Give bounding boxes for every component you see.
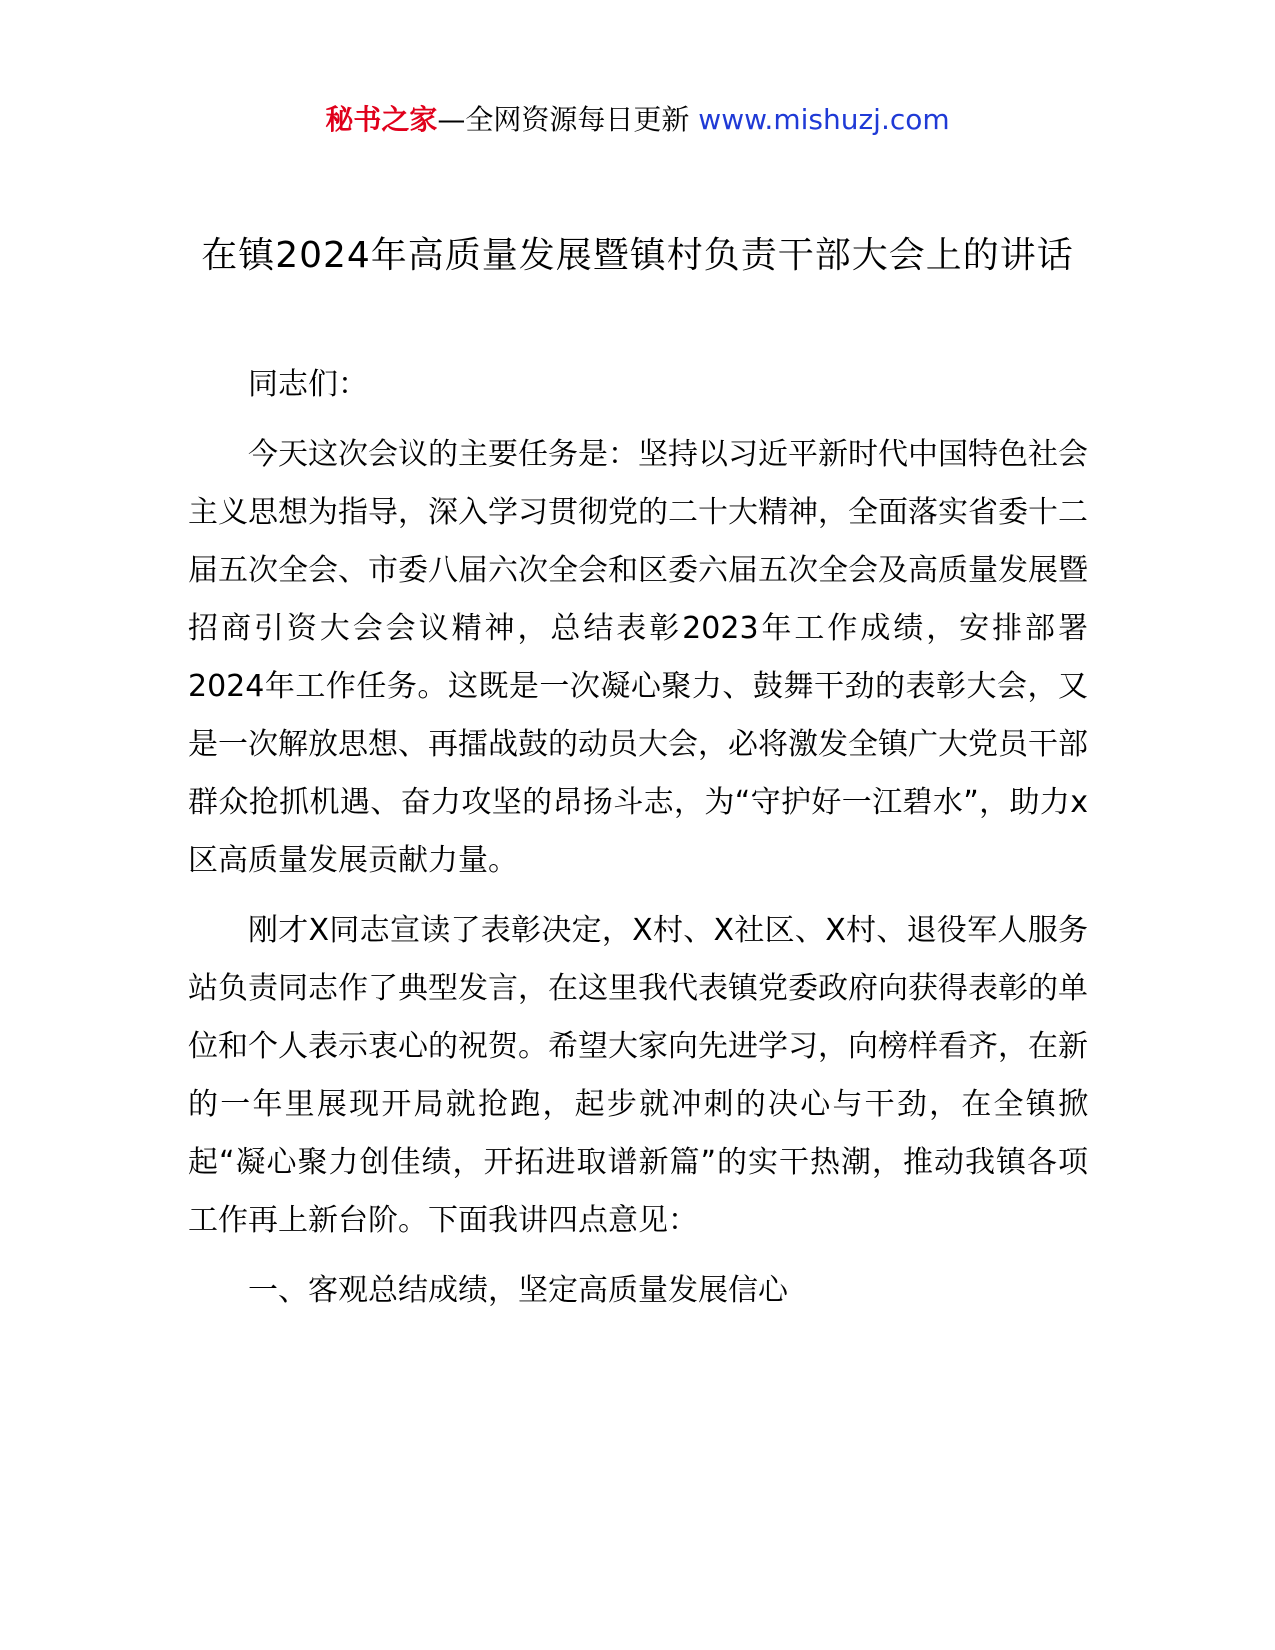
site-url-link[interactable]: www.mishuzj.com — [698, 103, 950, 136]
site-header — [0, 100, 1275, 140]
section-heading: 一、客观总结成绩，坚定高质量发展信心 — [248, 1273, 788, 1308]
body-paragraph: 今天这次会议的主要任务是：坚持以习近平新时代中国特色社会主义思想为指导，深入学习贯彻党的二十大精神，全面落实省委十二届五次全会、市委八届六次全会和区委六届五次全会及高质量发展暨招商引资大会会议精神，总结表彰2023年工作成绩，安排部署2024年工作任务。这既是一次凝心聚力、鼓舞干劲的表彰大会，又是一次解放思想、再擂战鼓的动员大会，必将激发全镇广大党员干部群众抢抓机遇、奋力攻坚的昂扬斗志，为“守护好一江碧水”，助力x区高质量发展贡献力量。 — [188, 437, 1088, 878]
brand-name: 秘书之家 — [325, 103, 438, 136]
document-body — [188, 356, 1088, 1332]
document-title: 在镇2024年高质量发展暨镇村负责干部大会上的讲话 — [201, 235, 1074, 276]
salutation: 同志们： — [248, 367, 368, 402]
header-slogan: —全网资源每日更新 — [437, 103, 690, 136]
body-paragraph: 刚才X同志宣读了表彰决定，X村、X社区、X村、退役军人服务站负责同志作了典型发言，在这里我代表镇党委政府向获得表彰的单位和个人表示衷心的祝贺。希望大家向先进学习，向榜样看齐，在新的一年里展现开局就抢跑，起步就冲刺的决心与干劲，在全镇掀起“凝心聚力创佳绩，开拓进取谱新篇”的实干热潮，推动我镇各项工作再上新台阶。下面我讲四点意见： — [188, 913, 1088, 1238]
